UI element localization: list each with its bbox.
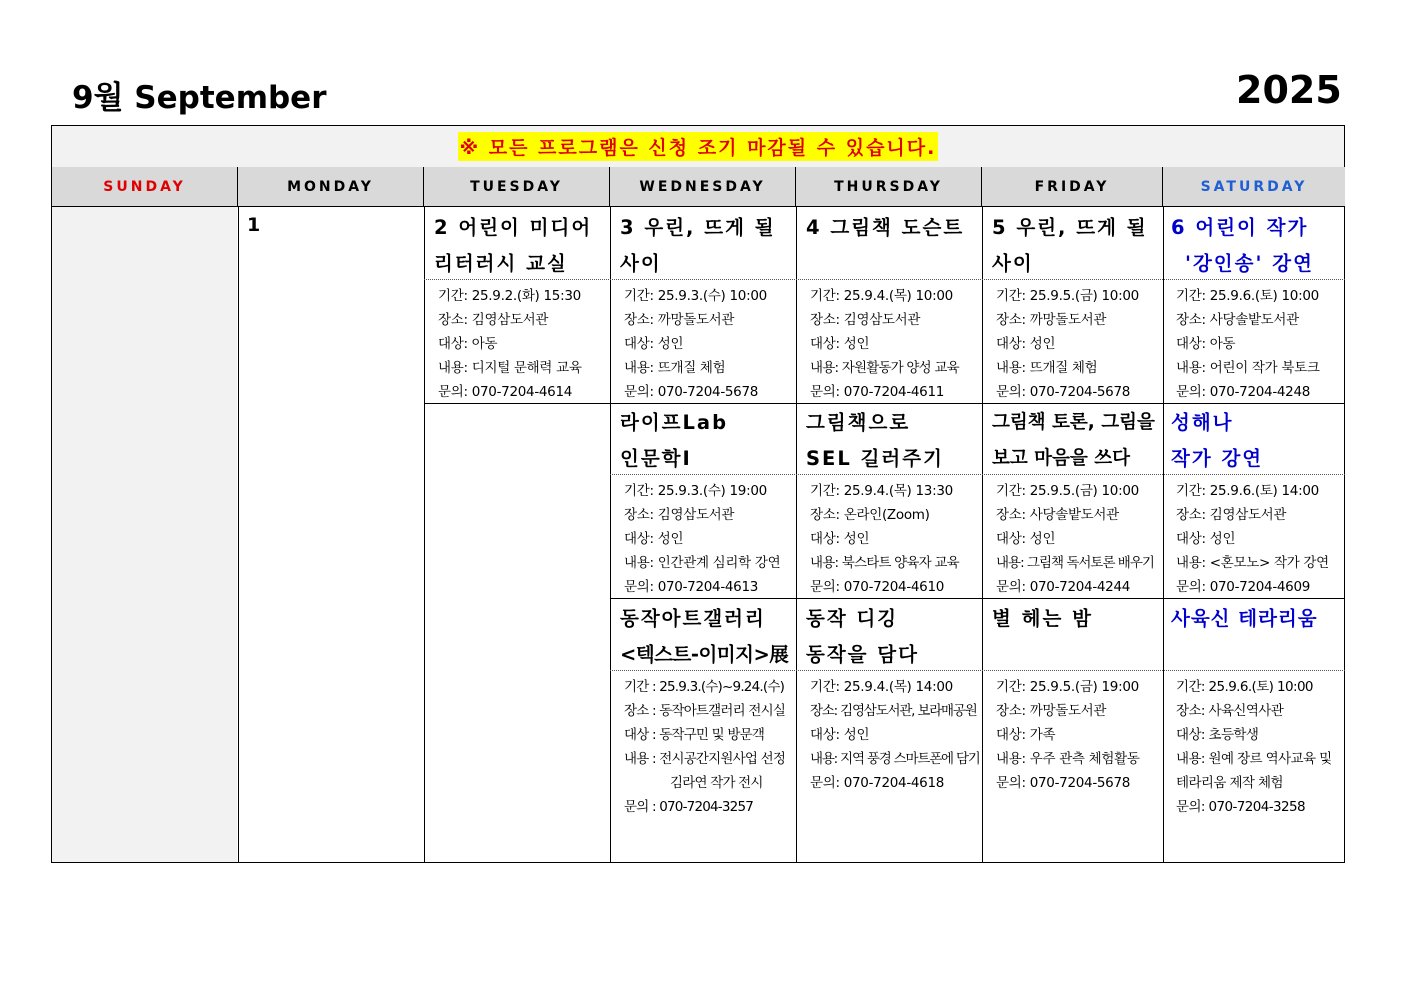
event-contact: 문의: 070-7204-3258 bbox=[1176, 799, 1305, 815]
header-thursday: THURSDAY bbox=[796, 167, 982, 207]
event-title-line: 2 어린이 미디어 bbox=[434, 216, 593, 239]
event-title-line: SEL 길러주기 bbox=[806, 447, 944, 470]
event-title-line: 작가 강연 bbox=[1171, 447, 1264, 470]
event-title-line: <텍스트-이미지>展 bbox=[620, 643, 789, 666]
event-date: 기간: 25.9.2.(화) 15:30 bbox=[438, 288, 581, 304]
event-place: 장소: 온라인(Zoom) bbox=[810, 507, 930, 523]
event-info bbox=[810, 675, 982, 795]
event-title-line: 5 우린, 뜨게 될 bbox=[992, 216, 1148, 239]
event-place: 장소: 사육신역사관 bbox=[1176, 703, 1284, 719]
event-place: 장소: 김영삼도서관 bbox=[810, 312, 921, 328]
divider bbox=[238, 207, 239, 862]
event-contact: 문의: 070-7204-4614 bbox=[438, 384, 573, 400]
event-date: 기간: 25.9.5.(금) 19:00 bbox=[996, 679, 1139, 695]
event-content: 내용 : 전시공간지원사업 선정 bbox=[624, 751, 786, 767]
event-place: 장소 : 동작아트갤러리 전시실 bbox=[624, 703, 786, 719]
event-date: 기간: 25.9.5.(금) 10:00 bbox=[996, 288, 1139, 304]
event-contact: 문의: 070-7204-4611 bbox=[810, 384, 945, 400]
event-place: 장소: 까망돌도서관 bbox=[996, 312, 1107, 328]
event-target: 대상: 가족 bbox=[996, 727, 1056, 743]
event-place: 장소: 사당솔밭도서관 bbox=[1176, 312, 1299, 328]
divider bbox=[424, 207, 425, 862]
event-title-line: 별 헤는 밤 bbox=[992, 607, 1093, 630]
event-title-line: 사이 bbox=[620, 252, 662, 275]
event-title-line: 동작을 담다 bbox=[806, 643, 919, 666]
event-content: 내용: 원예 장르 역사교육 및 bbox=[1176, 751, 1332, 767]
event-content: 내용: 어린이 작가 북토크 bbox=[1176, 360, 1320, 376]
sunday-column bbox=[52, 207, 237, 862]
event-date: 기간: 25.9.3.(수) 19:00 bbox=[624, 483, 767, 499]
event-title-line: 라이프Lab bbox=[620, 411, 729, 434]
event-info bbox=[996, 675, 1163, 795]
divider bbox=[982, 207, 983, 862]
event-title bbox=[1171, 210, 1345, 282]
event-info bbox=[810, 284, 982, 404]
event-target: 대상: 성인 bbox=[624, 336, 684, 352]
event-title-line: 사육신 테라리움 bbox=[1171, 607, 1318, 630]
event-content: 내용: 그림책 독서토론 배우기 bbox=[996, 555, 1154, 571]
event-title bbox=[620, 210, 796, 282]
event-date: 기간: 25.9.3.(수) 10:00 bbox=[624, 288, 767, 304]
event-target: 대상: 아동 bbox=[1176, 336, 1236, 352]
event-title-line: 그림책으로 bbox=[806, 411, 911, 434]
event-info bbox=[996, 284, 1163, 404]
event-contact: 문의: 070-7204-4244 bbox=[996, 579, 1131, 595]
event-title bbox=[992, 601, 1163, 637]
event-title-line: 3 우린, 뜨게 될 bbox=[620, 216, 776, 239]
event-target: 대상: 성인 bbox=[996, 336, 1056, 352]
event-place: 장소: 김영삼도서관 bbox=[438, 312, 549, 328]
event-contact: 문의: 070-7204-4613 bbox=[624, 579, 759, 595]
header-saturday: SATURDAY bbox=[1163, 167, 1345, 207]
event-title bbox=[806, 210, 982, 246]
event-title bbox=[620, 405, 796, 477]
notice-row bbox=[52, 126, 1344, 168]
event-content: 내용: <혼모노> 작가 강연 bbox=[1176, 555, 1329, 571]
event-date: 기간 : 25.9.3.(수)~9.24.(수) bbox=[624, 679, 785, 695]
event-target: 대상: 초등학생 bbox=[1176, 727, 1259, 743]
monday-day-number: 1 bbox=[247, 214, 261, 236]
event-target: 대상: 성인 bbox=[1176, 531, 1236, 547]
event-title bbox=[806, 405, 982, 477]
event-title bbox=[434, 210, 610, 282]
event-content: 내용: 뜨개질 체험 bbox=[996, 360, 1098, 376]
event-contact: 문의: 070-7204-4610 bbox=[810, 579, 945, 595]
divider bbox=[796, 207, 797, 862]
month-title: 9월 September bbox=[72, 80, 327, 116]
event-info bbox=[810, 479, 982, 599]
event-title bbox=[992, 405, 1163, 477]
event-info bbox=[624, 284, 796, 404]
event-contact: 문의 : 070-7204-3257 bbox=[624, 799, 754, 815]
event-content: 내용: 우주 관측 체험활동 bbox=[996, 751, 1140, 767]
event-title bbox=[1171, 405, 1345, 477]
event-title-line: 인문학Ⅰ bbox=[620, 447, 692, 470]
event-target: 대상: 성인 bbox=[624, 531, 684, 547]
event-info bbox=[438, 284, 610, 404]
event-title-line: 동작 디깅 bbox=[806, 607, 899, 630]
event-title-line: '강인송' 강연 bbox=[1185, 252, 1314, 275]
event-content: 내용: 자원활동가 양성 교육 bbox=[810, 360, 959, 376]
event-info bbox=[996, 479, 1163, 599]
divider bbox=[610, 207, 611, 862]
event-target: 대상: 성인 bbox=[810, 531, 870, 547]
event-contact: 문의: 070-7204-4609 bbox=[1176, 579, 1311, 595]
event-date: 기간: 25.9.4.(목) 14:00 bbox=[810, 679, 953, 695]
event-contact: 문의: 070-7204-5678 bbox=[996, 775, 1131, 791]
event-title-line: 보고 마음을 쓰다 bbox=[992, 448, 1130, 469]
year-title: 2025 bbox=[1236, 68, 1342, 112]
notice-banner: ※ 모든 프로그램은 신청 조기 마감될 수 있습니다. bbox=[458, 132, 939, 161]
event-title bbox=[992, 210, 1163, 282]
event-target: 대상: 아동 bbox=[438, 336, 498, 352]
event-date: 기간: 25.9.4.(목) 10:00 bbox=[810, 288, 953, 304]
event-title-line: 리터러시 교실 bbox=[434, 252, 568, 275]
event-content-continued: 김라연 작가 전시 bbox=[670, 775, 763, 791]
event-info bbox=[624, 479, 796, 599]
divider bbox=[1163, 207, 1164, 862]
event-target: 대상: 성인 bbox=[996, 531, 1056, 547]
event-target: 대상 : 동작구민 및 방문객 bbox=[624, 727, 765, 743]
event-contact: 문의: 070-7204-5678 bbox=[624, 384, 759, 400]
event-date: 기간: 25.9.6.(토) 10:00 bbox=[1176, 679, 1313, 695]
event-info bbox=[624, 675, 796, 819]
event-date: 기간: 25.9.6.(토) 14:00 bbox=[1176, 483, 1319, 499]
event-place: 장소: 김영삼도서관 bbox=[624, 507, 735, 523]
event-title-line: 동작아트갤러리 bbox=[620, 607, 766, 630]
calendar-table bbox=[51, 125, 1345, 863]
event-title bbox=[806, 601, 982, 673]
event-target: 대상: 성인 bbox=[810, 336, 870, 352]
header-tuesday: TUESDAY bbox=[424, 167, 610, 207]
event-title bbox=[1171, 601, 1345, 637]
event-place: 장소: 까망돌도서관 bbox=[624, 312, 735, 328]
event-info bbox=[1176, 675, 1345, 819]
event-target: 대상: 성인 bbox=[810, 727, 870, 743]
event-date: 기간: 25.9.6.(토) 10:00 bbox=[1176, 288, 1319, 304]
header-friday: FRIDAY bbox=[982, 167, 1163, 207]
event-title-line: 6 어린이 작가 bbox=[1171, 216, 1309, 239]
event-date: 기간: 25.9.5.(금) 10:00 bbox=[996, 483, 1139, 499]
header-wednesday: WEDNESDAY bbox=[610, 167, 796, 207]
event-place: 장소: 까망돌도서관 bbox=[996, 703, 1107, 719]
event-contact: 문의: 070-7204-5678 bbox=[996, 384, 1131, 400]
event-date: 기간: 25.9.4.(목) 13:30 bbox=[810, 483, 953, 499]
event-place: 장소: 김영삼도서관, 보라매공원 bbox=[810, 703, 977, 719]
event-title-line: 사이 bbox=[992, 252, 1034, 275]
event-content: 내용: 북스타트 양육자 교육 bbox=[810, 555, 959, 571]
event-content: 내용: 인간관계 심리학 강연 bbox=[624, 555, 781, 571]
event-place: 장소: 사당솔밭도서관 bbox=[996, 507, 1119, 523]
event-info bbox=[1176, 479, 1345, 599]
event-contact: 문의: 070-7204-4618 bbox=[810, 775, 945, 791]
event-content: 내용: 디지털 문해력 교육 bbox=[438, 360, 582, 376]
event-place: 장소: 김영삼도서관 bbox=[1176, 507, 1287, 523]
event-content: 내용: 뜨개질 체험 bbox=[624, 360, 726, 376]
event-title-line: 그림책 토론, 그림을 bbox=[992, 412, 1155, 433]
header-monday: MONDAY bbox=[238, 167, 424, 207]
event-contact: 문의: 070-7204-4248 bbox=[1176, 384, 1311, 400]
event-info bbox=[1176, 284, 1345, 404]
event-title bbox=[620, 601, 796, 673]
event-content-continued: 테라리움 제작 체험 bbox=[1176, 775, 1283, 791]
header-sunday: SUNDAY bbox=[52, 167, 238, 207]
event-title-line: 성해나 bbox=[1171, 411, 1234, 434]
event-title-line: 4 그림책 도슨트 bbox=[806, 216, 965, 239]
event-content: 내용: 지역 풍경 스마트폰에 담기 bbox=[810, 751, 980, 767]
